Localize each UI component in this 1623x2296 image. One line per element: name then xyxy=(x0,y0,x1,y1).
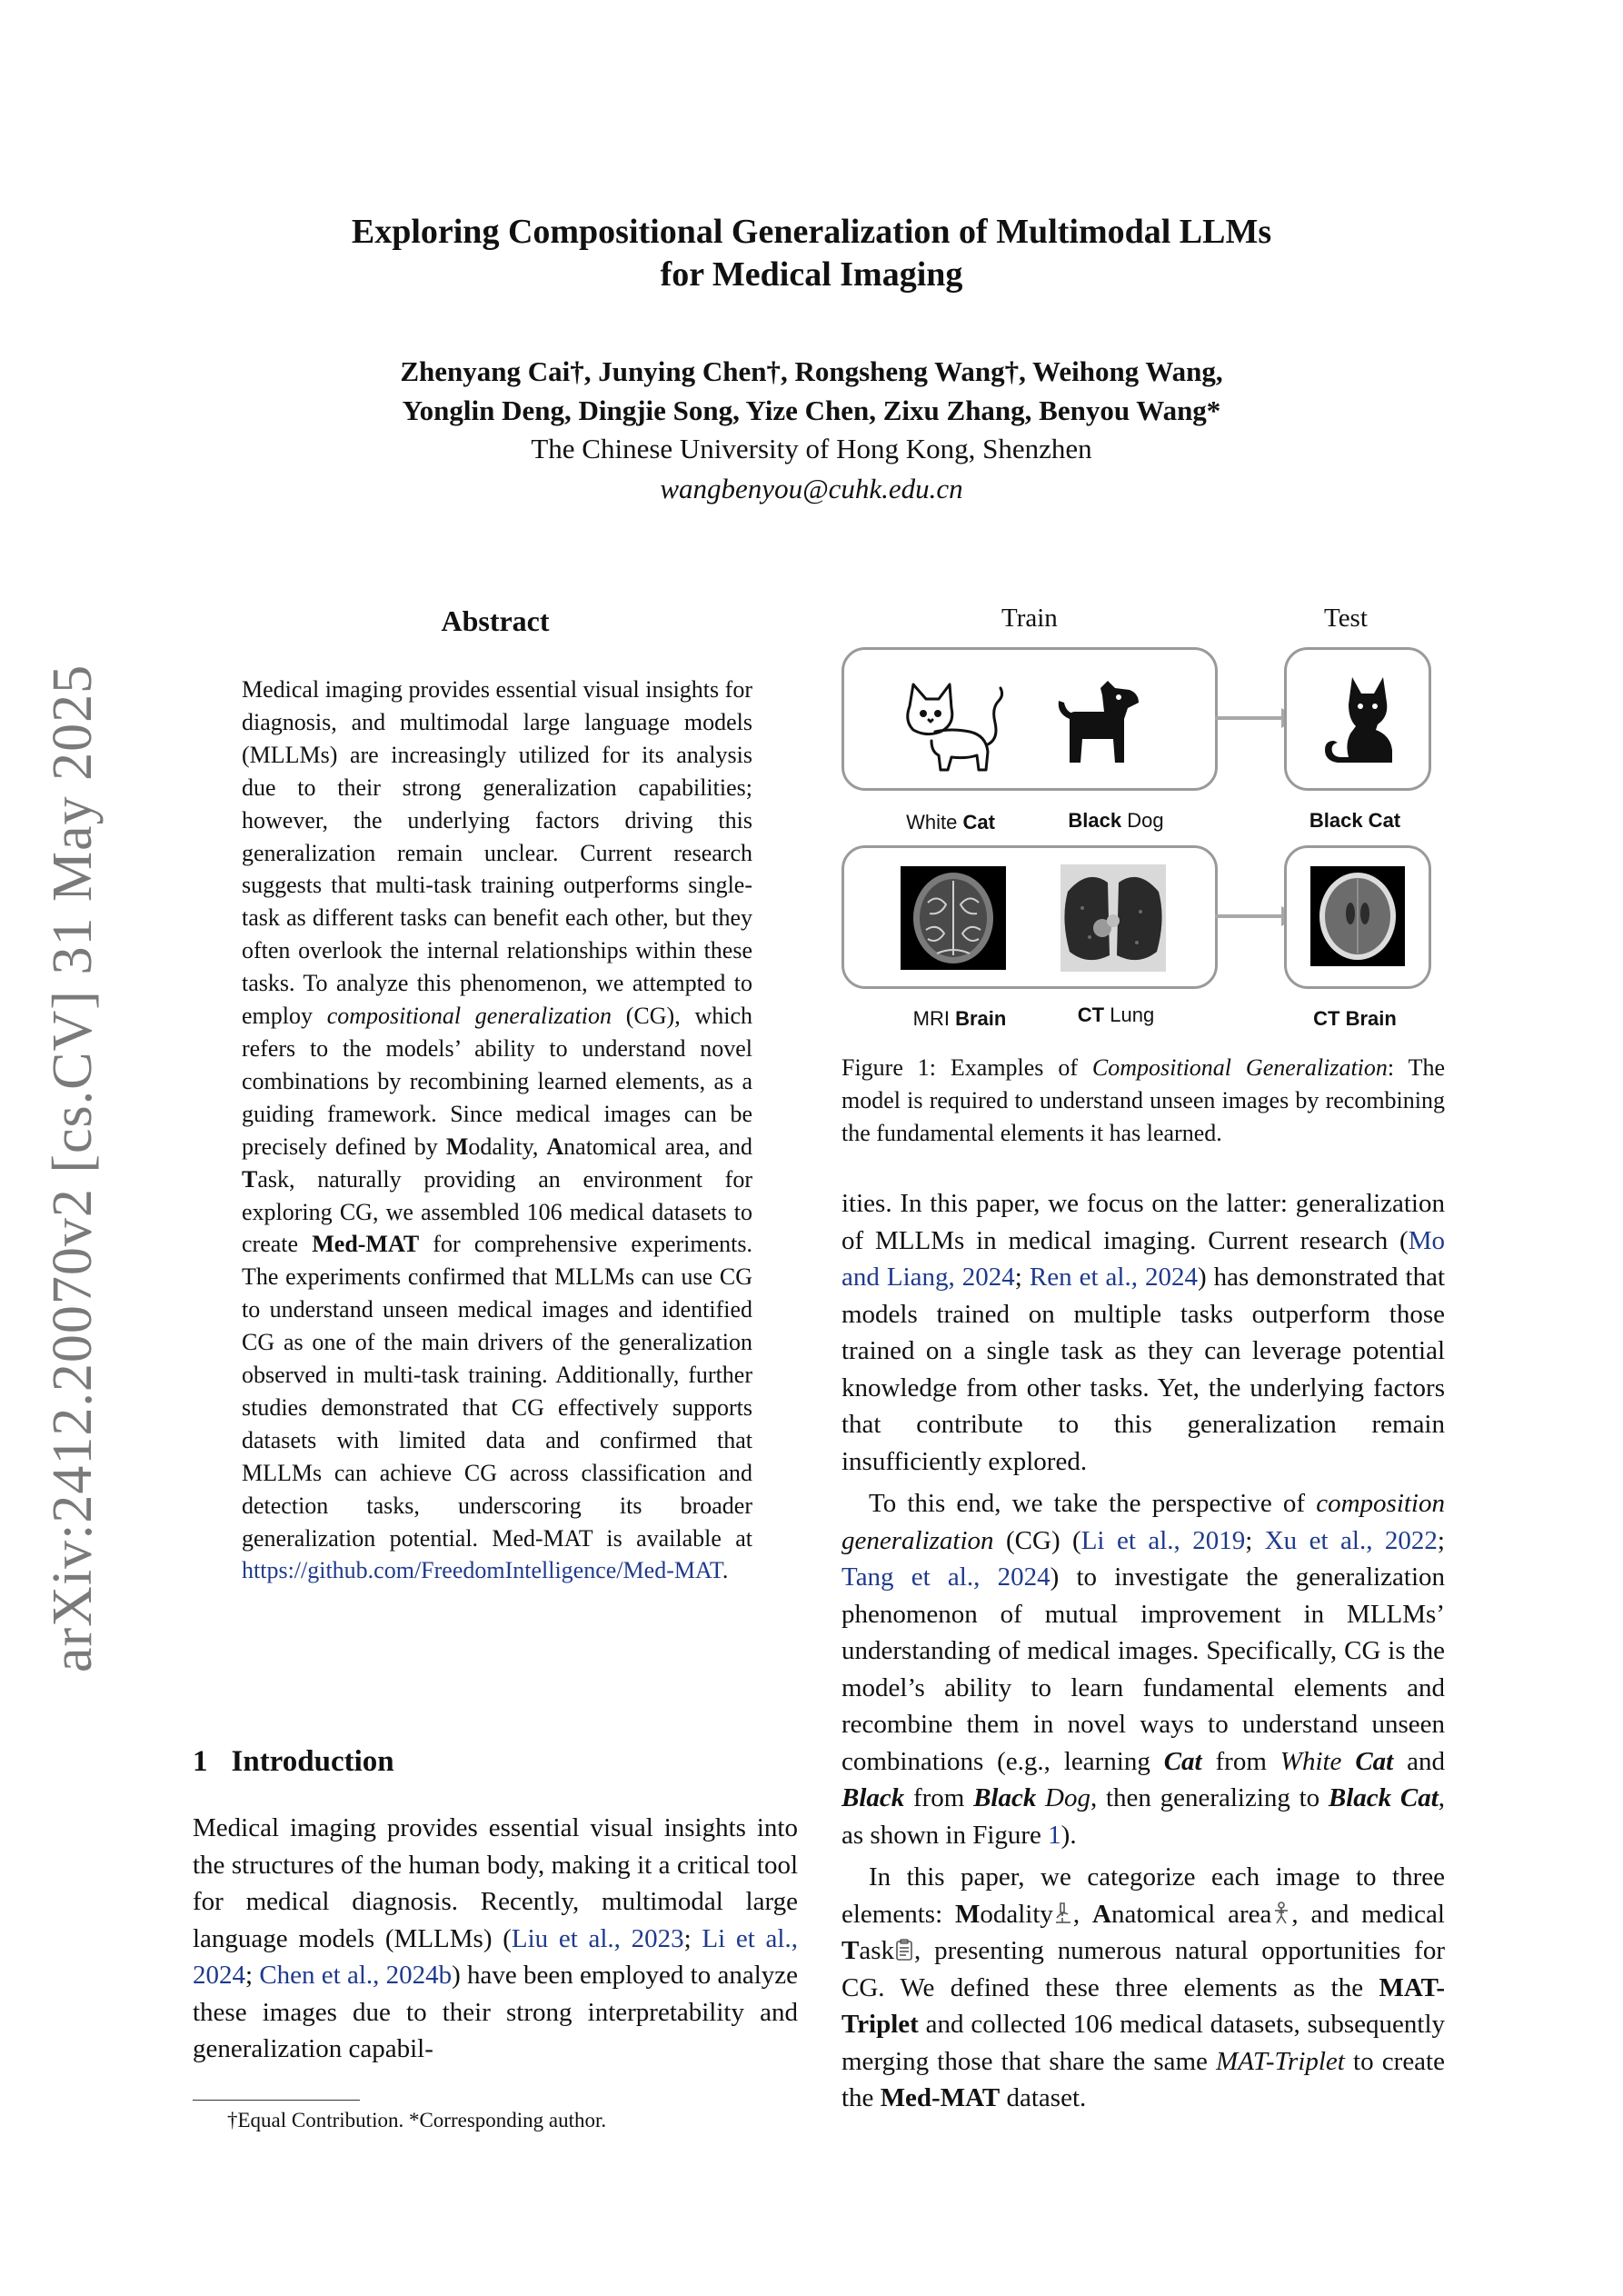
intro-paragraph xyxy=(193,1810,798,2068)
citation-liu-2023[interactable]: Liu et al., 2023 xyxy=(511,1923,684,1953)
citation-separator: ; xyxy=(1014,1263,1030,1292)
bold-italic-term: Black xyxy=(841,1783,905,1812)
caption-label: Figure 1: Examples of xyxy=(841,1054,1092,1081)
citation-ren-2024[interactable]: Ren et al., 2024 xyxy=(1029,1263,1198,1292)
authors-line-2: Yonglin Deng, Dingjie Song, Yize Chen, Zixu Zhang, Benyou Wang* xyxy=(402,394,1221,426)
arxiv-stamp: arXiv:2412.20070v2 [cs.CV] 31 May 2025 xyxy=(42,664,104,1672)
figure-caption xyxy=(841,1052,1445,1150)
label-bold: Cat xyxy=(962,811,995,834)
test-box-animals xyxy=(1284,647,1431,791)
bold-italic-term: Black Cat xyxy=(1328,1783,1439,1812)
abstract-body xyxy=(242,674,752,1587)
abstract-a-letter: A xyxy=(546,1133,564,1160)
clipboard-icon xyxy=(894,1938,914,1962)
text: , xyxy=(1072,1899,1092,1929)
label-plain: White xyxy=(906,811,963,834)
text: and xyxy=(1393,1746,1445,1776)
text: (CG) ( xyxy=(993,1525,1081,1555)
caption-rest: : The model is required to understand unseen images by recombining the fundamental elements it has learned. xyxy=(841,1054,1445,1146)
abstract-heading: Abstract xyxy=(441,604,550,637)
arrow-line-row1 xyxy=(1215,716,1284,720)
text: natomical area xyxy=(1110,1899,1272,1929)
label-bold: CT Brain xyxy=(1313,1007,1397,1030)
figure-1-reference[interactable]: 1 xyxy=(1048,1820,1061,1850)
text: from xyxy=(1201,1746,1280,1776)
abstract-medmat: Med-MAT xyxy=(312,1231,420,1258)
label-bold: Black Cat xyxy=(1309,809,1401,832)
title-line-1: Exploring Compositional Generalization of Multimodal LLMs xyxy=(351,213,1272,251)
label-ct-lung xyxy=(1052,1003,1180,1027)
contact-email: wangbenyou@cuhk.edu.cn xyxy=(660,473,963,504)
right-paragraph-2 xyxy=(841,1485,1445,1853)
footnote: †Equal Contribution. *Corresponding author. xyxy=(227,2109,607,2131)
abstract-a-rest: natomical area, and xyxy=(563,1133,752,1160)
text: , then generalizing to xyxy=(1090,1783,1329,1812)
train-box-animals xyxy=(841,647,1218,791)
abstract-t-rest: ask, naturally providing an environment for exploring CG, we assembled 106 medical datasets to create xyxy=(242,1165,752,1258)
bold-letter: T xyxy=(841,1936,860,1965)
text: ask xyxy=(859,1936,895,1965)
citation-separator: ; xyxy=(245,1961,260,1990)
black-dog-icon xyxy=(1051,677,1142,768)
text: ). xyxy=(1060,1820,1077,1850)
text: , as shown in Figure xyxy=(841,1783,1445,1850)
footnote-rule xyxy=(193,2100,360,2101)
text: In this paper, we categorize each image to three elements: xyxy=(841,1862,1445,1929)
label-ct-brain xyxy=(1291,1007,1419,1031)
intro-text-a: Medical imaging provides essential visual insights into the structures of the human body, making it a critical tool for medical diagnosis. Recently, multimodal large language models (MLLMs) ( xyxy=(193,1813,798,1953)
figure-header-test: Test xyxy=(1324,604,1368,633)
microscope-icon xyxy=(1053,1902,1073,1925)
right-column-body xyxy=(841,1185,1445,2117)
bold-italic-term: Black xyxy=(973,1783,1037,1812)
text: odality xyxy=(980,1899,1053,1929)
italic-term: Dog xyxy=(1036,1783,1090,1812)
caption-italic: Compositional Generalization xyxy=(1091,1054,1388,1081)
author-list xyxy=(0,352,1623,430)
italic-term: White xyxy=(1279,1746,1356,1776)
authors-line-1: Zhenyang Cai†, Junying Chen†, Rongsheng Wang†, Weihong Wang, xyxy=(400,355,1223,387)
citation-xu-2022[interactable]: Xu et al., 2022 xyxy=(1264,1525,1438,1555)
right-paragraph-1 xyxy=(841,1185,1445,1480)
paper-title xyxy=(0,211,1623,296)
section-heading-introduction xyxy=(193,1745,394,1779)
italic-term: MAT-Triplet xyxy=(1216,2046,1345,2076)
abstract-t-letter: T xyxy=(242,1165,258,1193)
abstract-m-rest: odality, xyxy=(468,1133,547,1160)
github-link[interactable]: https://github.com/FreedomIntelligence/Med-MAT xyxy=(242,1557,722,1584)
text: and collected 106 medical datasets, subsequently merging those that share the same xyxy=(841,2010,1445,2076)
ct-lung-scan xyxy=(1060,864,1166,972)
label-black-dog xyxy=(1052,809,1180,833)
abstract-text-3: for comprehensive experiments. The experiments confirmed that MLLMs can use CG to understand unseen medical images and identified CG as one of the main drivers of the generalization observed in multi-task training. Additionally, further studies demonstrated that CG effectively supports datasets with limited data and confirmed that MLLMs can achieve CG across classification and detection tasks, underscoring its broader generalization potential. Med-MAT is available at xyxy=(242,1231,752,1552)
text: from xyxy=(904,1783,974,1812)
abstract-cg-term: compositional generalization xyxy=(326,1003,612,1030)
citation-li-2019[interactable]: Li et al., 2019 xyxy=(1080,1525,1246,1555)
white-cat-icon xyxy=(899,668,1008,775)
ct-brain-scan xyxy=(1310,866,1405,966)
label-plain: Dog xyxy=(1121,809,1164,832)
bold-italic-term: Cat xyxy=(1163,1746,1202,1776)
text: to create the xyxy=(841,2046,1445,2112)
citation-separator: ; xyxy=(1437,1525,1445,1555)
citation-tang-2024[interactable]: Tang et al., 2024 xyxy=(841,1562,1050,1592)
section-number: 1 xyxy=(193,1745,208,1778)
title-line-2: for Medical Imaging xyxy=(660,255,963,294)
abstract-text-2: (CG), which refers to the models’ ability to understand novel combinations by recombining learned elements, as a guiding framework. Since medical images can be precisely defined by xyxy=(242,1003,752,1160)
label-plain: Lung xyxy=(1104,1003,1155,1026)
bold-letter: M xyxy=(954,1899,981,1929)
label-plain: MRI xyxy=(912,1007,956,1030)
label-white-cat xyxy=(887,811,1014,834)
mri-brain-scan xyxy=(901,866,1006,970)
citation-separator: ; xyxy=(683,1923,702,1953)
label-black-cat xyxy=(1291,809,1419,833)
label-bold: Black xyxy=(1068,809,1122,832)
text: ) has demonstrated that models trained on multiple tasks outperform those trained on a single task as they can leverage potential knowledge from other tasks. Yet, the underlying factors that contribute to this generalization remain insufficiently explored. xyxy=(841,1263,1446,1476)
black-cat-icon xyxy=(1312,672,1403,766)
citation-mo-liang-2024[interactable]: Mo and Liang, 2024 xyxy=(841,1225,1445,1292)
section-title: Introduction xyxy=(231,1745,394,1778)
label-mri-brain xyxy=(887,1007,1032,1031)
arrow-line-row2 xyxy=(1215,914,1284,918)
citation-chen-2024b[interactable]: Chen et al., 2024b xyxy=(259,1961,453,1990)
abstract-end: . xyxy=(722,1557,729,1584)
bold-letter: A xyxy=(1091,1899,1111,1929)
bold-term: MAT-Triplet xyxy=(841,1972,1445,2039)
label-bold: Brain xyxy=(955,1007,1007,1030)
label-bold: CT xyxy=(1077,1003,1105,1026)
bold-term: Med-MAT xyxy=(880,2083,1001,2112)
abstract-text-1: Medical imaging provides essential visual insights for diagnosis, and multimodal large language models (MLLMs) are increasingly utilized for its analysis due to their strong generalization capabilities; however, the underlying factors driving this generalization remain unclear. Current research suggests that multi-task training outperforms single-task as different tasks can benefit each other, but they often overlook the internal relationships within these tasks. To analyze this phenomenon, we attempted to employ xyxy=(242,676,752,1030)
bold-italic-term: Cat xyxy=(1355,1746,1394,1776)
text: ities. In this paper, we focus on the latter: generalization of MLLMs in medical imaging. Current research ( xyxy=(841,1189,1445,1255)
citation-separator: ; xyxy=(1245,1525,1265,1555)
right-paragraph-3 xyxy=(841,1859,1445,2117)
text: , and medical xyxy=(1291,1899,1445,1929)
text: , presenting numerous natural opportunities for CG. We defined these three elements as the xyxy=(841,1936,1445,2002)
intro-text-b: ) have been employed to analyze these images due to their strong interpretability and generalization capabil- xyxy=(193,1961,798,2063)
text: dataset. xyxy=(1000,2083,1087,2112)
figure-header-train: Train xyxy=(1001,604,1058,633)
affiliation: The Chinese University of Hong Kong, Shenzhen xyxy=(531,433,1092,464)
anatomy-figure-icon xyxy=(1271,1902,1291,1925)
train-box-scans xyxy=(841,845,1218,989)
test-box-scans xyxy=(1284,845,1431,989)
citation-li-2024[interactable]: Li et al., 2024 xyxy=(193,1923,798,1990)
italic-term: composition generalization xyxy=(841,1489,1445,1555)
abstract-m-letter: M xyxy=(445,1133,469,1160)
text: ) to investigate the generalization phenomenon of mutual improvement in MLLMs’ understanding of medical images. Specifically, CG is the model’s ability to learn fundamental elements and recombine them in novel ways to understand unseen combinations (e.g., learning xyxy=(841,1562,1446,1776)
text: To this end, we take the perspective of xyxy=(869,1489,1317,1518)
